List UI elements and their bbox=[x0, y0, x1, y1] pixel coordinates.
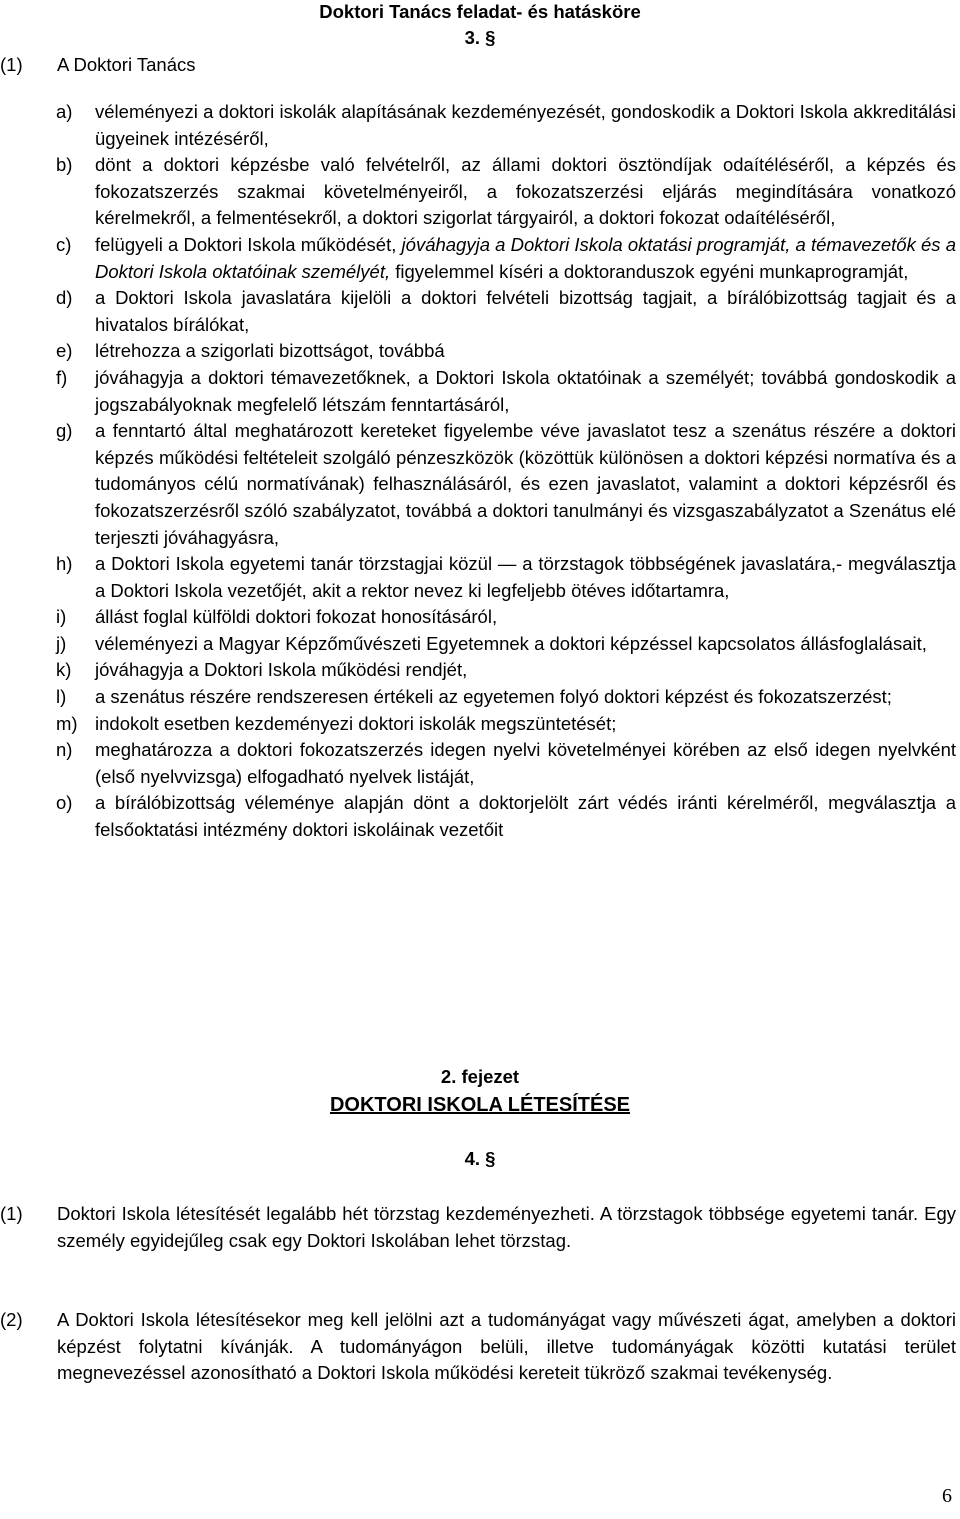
item-text: jóváhagyja a Doktori Iskola működési rendjét, bbox=[95, 659, 468, 681]
item-text: a bírálóbizottság véleménye alapján dönt a doktorjelölt zárt védés iránti kérelméről, megválasztja a felsőoktatási intézmény doktori iskoláinak vezetőit bbox=[95, 792, 956, 841]
list-item bbox=[56, 152, 956, 232]
item-text: állást foglal külföldi doktori fokozat honosításáról, bbox=[95, 606, 498, 628]
list-item bbox=[56, 657, 956, 684]
list-item bbox=[56, 99, 956, 152]
item-label: k) bbox=[56, 659, 72, 681]
item-text: jóváhagyja a doktori témavezetőknek, a Doktori Iskola oktatóinak a személyét; továbbá gondoskodik a jogszabályoknak megfelelő létszám fenntartásáról, bbox=[95, 366, 956, 415]
item-text: a Doktori Iskola javaslatára kijelöli a doktori felvételi bizottság tagjait, a bírálóbizottság tagjait és a hivatalos bírálókat, bbox=[95, 287, 956, 335]
section-4-number: 4. § bbox=[464, 1148, 496, 1169]
list-item bbox=[56, 232, 956, 285]
list-item bbox=[56, 790, 956, 843]
item-label: g) bbox=[56, 420, 73, 442]
item-text-pre: felügyeli a Doktori Iskola működését, bbox=[95, 233, 397, 255]
item-label: h) bbox=[56, 553, 73, 575]
list-item bbox=[56, 365, 956, 418]
list-item bbox=[56, 551, 956, 604]
item-label: l) bbox=[56, 686, 67, 708]
item-text: dönt a doktori képzésbe való felvételről, az állami doktori ösztöndíjak odaítéléséről, a képzés és fokozatszerzés szakmai követelményeiről, a fokozatszerzési eljárás megindítására vonatkozó kérelmekről, a felmentésekről, a doktori szigorlat tárgyairól, a doktori fokozat odaítéléséről, bbox=[95, 154, 956, 229]
item-label: f) bbox=[56, 366, 68, 388]
paragraph-text: A Doktori Iskola létesítésekor meg kell jelölni azt a tudományágat vagy művészeti ágat, amelyben a doktori képzést folytatni kívánják. A tudományágon belüli, illetve tudományágak közötti kutatási terület megnevezéssel azonosítható a Doktori Iskola működési kereteit tükröző szakmai tevékenység. bbox=[57, 1309, 956, 1384]
page-number: 6 bbox=[942, 1485, 952, 1507]
item-label: o) bbox=[56, 792, 73, 814]
item-text-post: figyelemmel kíséri a doktoranduszok egyéni munkaprogramját, bbox=[395, 260, 909, 282]
item-label: b) bbox=[56, 154, 73, 176]
duties-list bbox=[56, 99, 956, 844]
paragraph-text: Doktori Iskola létesítését legalább hét törzstag kezdeményezheti. A törzstagok többsége egyetemi tanár. Egy személy egyidejűleg csak egy Doktori Iskolában lehet törzstag. bbox=[57, 1203, 956, 1251]
item-label: a) bbox=[56, 101, 73, 122]
item-label: e) bbox=[56, 340, 73, 362]
item-text: a fenntartó által meghatározott kereteket figyelembe véve javaslatot tesz a szenátus részére a doktori képzés működési feltételeit szolgáló pénzeszközök (közöttük különösen a doktori képzési normatíva és a tudományos célú normatívának) felhasználásáról, és ezen javaslatot, valamint a doktori képzésről és fokozatszerzésről szóló szabályzatot, továbbá a doktori tanulmányi és vizsgaszabályzatot a Szenátus elé terjeszti jóváhagyásra, bbox=[95, 420, 956, 548]
list-item bbox=[56, 418, 956, 551]
item-text: véleményezi a Magyar Képzőművészeti Egyetemnek a doktori képzéssel kapcsolatos állásfoglalásait, bbox=[95, 632, 927, 654]
intro-number: (1) bbox=[0, 54, 23, 75]
list-item bbox=[56, 631, 956, 658]
item-text-italic: jóváhagyja a Doktori Iskola oktatási programját, a témavezetők és a Doktori Iskola oktatóinak személyét, bbox=[95, 233, 956, 282]
section-number: 3. § bbox=[464, 27, 496, 48]
list-item bbox=[56, 285, 956, 338]
item-label: d) bbox=[56, 287, 73, 309]
item-text: a szenátus részére rendszeresen értékeli az egyetemen folyó doktori képzést és fokozatszerzést; bbox=[95, 686, 892, 708]
item-text bbox=[95, 232, 956, 285]
item-label: n) bbox=[56, 739, 73, 761]
item-label: j) bbox=[56, 632, 67, 654]
item-text: véleményezi a doktori iskolák alapításának kezdeményezését, gondoskodik a Doktori Iskola akkreditálási ügyeinek intézéséről, bbox=[95, 101, 956, 149]
paragraph-number: (1) bbox=[0, 1203, 23, 1224]
item-label: i) bbox=[56, 606, 67, 628]
paragraph-number: (2) bbox=[0, 1309, 23, 1330]
item-label: c) bbox=[56, 233, 72, 255]
paragraph bbox=[0, 1201, 956, 1254]
item-text: indokolt esetben kezdeményezi doktori iskolák megszüntetését; bbox=[95, 712, 617, 734]
item-label: m) bbox=[56, 712, 78, 734]
list-item bbox=[56, 338, 956, 365]
chapter-title-wrap bbox=[0, 1094, 960, 1117]
chapter-title: DOKTORI ISKOLA LÉTESÍTÉSE bbox=[329, 1094, 631, 1116]
item-text: létrehozza a szigorlati bizottságot, továbbá bbox=[95, 340, 445, 362]
section-title: Doktori Tanács feladat- és hatásköre bbox=[319, 1, 641, 22]
chapter-number: 2. fejezet bbox=[440, 1066, 520, 1087]
list-item bbox=[56, 737, 956, 790]
item-text: meghatározza a doktori fokozatszerzés idegen nyelvi követelményei körében az első idegen nyelvként (első nyelvvizsga) elfogadható nyelvek listáját, bbox=[95, 739, 956, 787]
list-item bbox=[56, 711, 956, 738]
item-text: a Doktori Iskola egyetemi tanár törzstagjai közül — a törzstagok többségének javaslatára,- megválasztja a Doktori Iskola vezetőjét, akit a rektor nevez ki legfeljebb ötéves időtartamra, bbox=[95, 553, 956, 601]
paragraph bbox=[0, 1307, 956, 1387]
intro-text: A Doktori Tanács bbox=[57, 54, 196, 75]
list-item bbox=[56, 604, 956, 631]
list-item bbox=[56, 684, 956, 711]
